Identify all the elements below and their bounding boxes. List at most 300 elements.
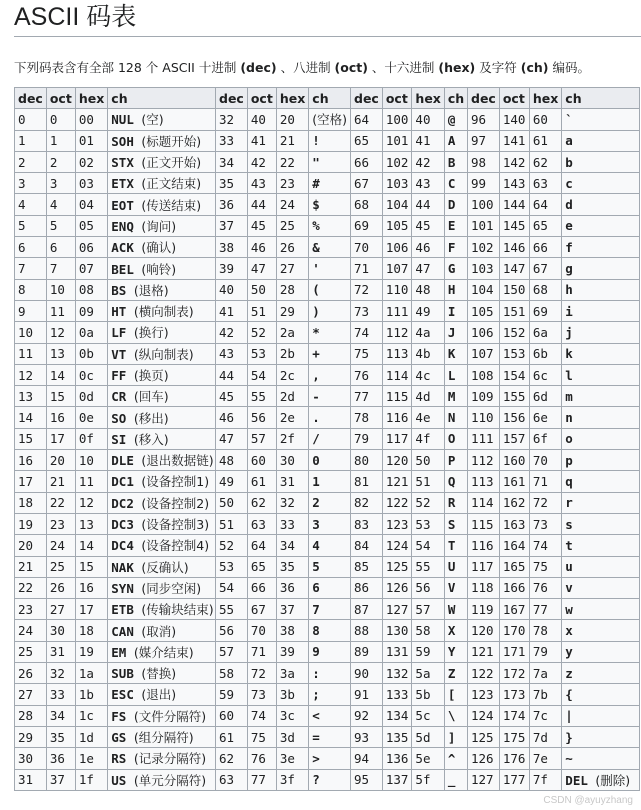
table-row (216, 513, 351, 534)
char-symbol: v (565, 580, 573, 596)
hex-cell: 73 (529, 513, 561, 534)
oct-cell: 111 (382, 300, 412, 321)
intro-text: 及字符 (475, 60, 521, 75)
oct-cell: 77 (247, 769, 276, 790)
char-symbol: ( (312, 282, 320, 298)
ch-cell (444, 237, 467, 258)
char-symbol: CR (111, 389, 127, 405)
dec-cell: 29 (15, 726, 47, 747)
dec-cell: 8 (15, 279, 47, 300)
ch-cell (444, 513, 467, 534)
oct-cell: 146 (499, 237, 529, 258)
header-hex: hex (75, 88, 107, 109)
char-symbol: f (565, 239, 573, 255)
char-symbol: U (447, 559, 456, 575)
hex-cell: 0e (75, 407, 107, 428)
hex-cell: 6a (529, 322, 561, 343)
oct-cell: 33 (46, 684, 75, 705)
hex-cell: 64 (529, 194, 561, 215)
char-symbol: DC1 (111, 474, 134, 490)
char-symbol: ; (312, 686, 320, 702)
ch-cell (562, 513, 640, 534)
hex-cell: 2b (276, 343, 308, 364)
char-symbol: ` (565, 111, 573, 127)
oct-cell: 150 (499, 279, 529, 300)
char-symbol: Z (447, 665, 456, 681)
table-row (468, 300, 640, 321)
char-description: (回车) (133, 389, 169, 405)
oct-cell: 106 (382, 237, 412, 258)
char-description: (空格) (312, 112, 348, 128)
ch-cell (562, 109, 640, 130)
table-row (15, 258, 218, 279)
char-symbol: 3 (312, 516, 320, 532)
hex-cell: 1e (75, 748, 107, 769)
hex-cell: 14 (75, 535, 107, 556)
ch-cell (562, 322, 640, 343)
hex-cell: 3c (276, 705, 308, 726)
table-row (15, 237, 218, 258)
oct-cell: 144 (499, 194, 529, 215)
dec-cell: 0 (15, 109, 47, 130)
table-row (351, 151, 468, 172)
table-row (468, 513, 640, 534)
hex-cell: 79 (529, 641, 561, 662)
oct-cell: 1 (46, 130, 75, 151)
dec-cell: 97 (468, 130, 500, 151)
char-description: (设备控制2) (141, 495, 210, 511)
char-symbol: BEL (111, 261, 134, 277)
hex-cell: 3d (276, 726, 308, 747)
dec-cell: 31 (15, 769, 47, 790)
char-description: (移出) (133, 410, 169, 426)
table-row (468, 343, 640, 364)
header-oct: oct (247, 88, 276, 109)
hex-cell: 50 (412, 450, 444, 471)
oct-cell: 165 (499, 556, 529, 577)
hex-cell: 0c (75, 364, 107, 385)
dec-cell: 10 (15, 322, 47, 343)
hex-cell: 23 (276, 173, 308, 194)
dec-cell: 50 (216, 492, 248, 513)
oct-cell: 107 (382, 258, 412, 279)
oct-cell: 60 (247, 450, 276, 471)
ch-cell (444, 194, 467, 215)
table-row (351, 300, 468, 321)
oct-cell: 154 (499, 364, 529, 385)
oct-cell: 103 (382, 173, 412, 194)
intro-text: 、十六进制 (367, 60, 439, 75)
char-symbol: _ (447, 772, 456, 788)
char-symbol: V (447, 580, 456, 596)
oct-cell: 50 (247, 279, 276, 300)
hex-cell: 1c (75, 705, 107, 726)
char-description: (设备控制3) (141, 517, 210, 533)
ch-cell (108, 194, 217, 215)
char-description: (横向制表) (133, 304, 194, 320)
hex-cell: 75 (529, 556, 561, 577)
char-description: (记录分隔符) (133, 751, 207, 767)
char-symbol: HT (111, 304, 127, 320)
char-description: (替换) (141, 666, 177, 682)
char-symbol: # (312, 175, 320, 191)
table-row (468, 173, 640, 194)
char-symbol: NAK (111, 559, 134, 575)
char-symbol: ! (312, 133, 320, 149)
hex-cell: 0b (75, 343, 107, 364)
hex-cell: 28 (276, 279, 308, 300)
table-row (351, 343, 468, 364)
oct-cell: 134 (382, 705, 412, 726)
oct-cell: 105 (382, 215, 412, 236)
dec-cell: 47 (216, 428, 248, 449)
table-row (468, 492, 640, 513)
dec-cell: 76 (351, 364, 383, 385)
oct-cell: 156 (499, 407, 529, 428)
ch-cell (309, 663, 351, 684)
dec-cell: 125 (468, 726, 500, 747)
ch-cell (309, 599, 351, 620)
ch-cell (309, 471, 351, 492)
char-description: (同步空闲) (141, 580, 202, 596)
ch-cell (309, 428, 351, 449)
dec-cell: 116 (468, 535, 500, 556)
char-symbol: Q (447, 473, 456, 489)
dec-cell: 56 (216, 620, 248, 641)
dec-cell: 21 (15, 556, 47, 577)
char-symbol: ^ (447, 750, 456, 766)
dec-cell: 33 (216, 130, 248, 151)
dec-cell: 55 (216, 599, 248, 620)
table-row (216, 343, 351, 364)
oct-cell: 22 (46, 492, 75, 513)
ch-cell (562, 726, 640, 747)
ch-cell (309, 258, 351, 279)
oct-cell: 55 (247, 386, 276, 407)
ch-cell (108, 386, 217, 407)
table-row (351, 726, 468, 747)
table-row (15, 705, 218, 726)
dec-cell: 72 (351, 279, 383, 300)
dec-cell: 6 (15, 237, 47, 258)
char-symbol: ) (312, 303, 320, 319)
dec-cell: 62 (216, 748, 248, 769)
ascii-table-32-63 (215, 87, 351, 791)
hex-cell: 30 (276, 450, 308, 471)
hex-cell: 62 (529, 151, 561, 172)
oct-cell: 0 (46, 109, 75, 130)
char-symbol: ? (312, 772, 320, 788)
hex-cell: 4d (412, 386, 444, 407)
table-row (351, 513, 468, 534)
hex-cell: 54 (412, 535, 444, 556)
ch-cell (444, 322, 467, 343)
header-dec: dec (351, 88, 383, 109)
char-symbol: @ (447, 111, 456, 127)
oct-cell: 140 (499, 109, 529, 130)
table-row (216, 471, 351, 492)
table-row (216, 684, 351, 705)
hex-cell: 55 (412, 556, 444, 577)
hex-cell: 60 (529, 109, 561, 130)
hex-cell: 52 (412, 492, 444, 513)
ch-cell (108, 556, 217, 577)
ch-cell (562, 237, 640, 258)
hex-cell: 13 (75, 513, 107, 534)
table-row (15, 130, 218, 151)
char-symbol: ESC (111, 687, 134, 703)
ch-cell (309, 322, 351, 343)
table-row (216, 109, 351, 130)
ch-cell (562, 343, 640, 364)
oct-cell: 36 (46, 748, 75, 769)
header-dec: dec (468, 88, 500, 109)
char-symbol: 2 (312, 495, 320, 511)
hex-cell: 46 (412, 237, 444, 258)
oct-cell: 20 (46, 450, 75, 471)
ch-cell (309, 237, 351, 258)
dec-cell: 45 (216, 386, 248, 407)
ch-cell (108, 322, 217, 343)
table-row (468, 620, 640, 641)
table-row (216, 386, 351, 407)
oct-cell: 26 (46, 577, 75, 598)
dec-cell: 20 (15, 535, 47, 556)
char-symbol: ] (447, 729, 456, 745)
hex-cell: 4c (412, 364, 444, 385)
ch-cell (562, 663, 640, 684)
ch-cell (444, 684, 467, 705)
hex-cell: 1d (75, 726, 107, 747)
hex-cell: 49 (412, 300, 444, 321)
oct-cell: 2 (46, 151, 75, 172)
hex-cell: 36 (276, 577, 308, 598)
dec-cell: 26 (15, 663, 47, 684)
dec-cell: 103 (468, 258, 500, 279)
oct-cell: 171 (499, 641, 529, 662)
intro-text: 、八进制 (276, 60, 335, 75)
table-row (351, 428, 468, 449)
hex-cell: 05 (75, 215, 107, 236)
dec-cell: 1 (15, 130, 47, 151)
char-symbol: * (312, 324, 320, 340)
hex-cell: 5e (412, 748, 444, 769)
oct-cell: 110 (382, 279, 412, 300)
oct-cell: 47 (247, 258, 276, 279)
hex-cell: 4b (412, 343, 444, 364)
char-symbol: K (447, 346, 456, 362)
ch-cell (444, 130, 467, 151)
oct-cell: 66 (247, 577, 276, 598)
hex-cell: 6c (529, 364, 561, 385)
char-description: (设备控制4) (141, 538, 210, 554)
dec-cell: 38 (216, 237, 248, 258)
table-row (468, 237, 640, 258)
table-row (15, 343, 218, 364)
table-row (468, 471, 640, 492)
dec-cell: 42 (216, 322, 248, 343)
dec-cell: 85 (351, 556, 383, 577)
ch-cell (108, 513, 217, 534)
table-row (468, 279, 640, 300)
dec-cell: 83 (351, 513, 383, 534)
char-symbol: VT (111, 346, 127, 362)
oct-cell: 30 (46, 620, 75, 641)
table-row (351, 705, 468, 726)
oct-cell: 32 (46, 663, 75, 684)
hex-cell: 58 (412, 620, 444, 641)
table-row (468, 322, 640, 343)
oct-cell: 74 (247, 705, 276, 726)
hex-cell: 02 (75, 151, 107, 172)
char-symbol: : (312, 665, 320, 681)
table-row (15, 556, 218, 577)
dec-cell: 39 (216, 258, 248, 279)
hex-cell: 39 (276, 641, 308, 662)
table-row (15, 492, 218, 513)
oct-cell: 141 (499, 130, 529, 151)
ch-cell (444, 386, 467, 407)
oct-cell: 145 (499, 215, 529, 236)
dec-cell: 16 (15, 450, 47, 471)
char-symbol: \ (447, 708, 456, 724)
ch-cell (108, 620, 217, 641)
hex-cell: 45 (412, 215, 444, 236)
table-row (15, 194, 218, 215)
oct-cell: 4 (46, 194, 75, 215)
dec-cell: 87 (351, 599, 383, 620)
dec-cell: 84 (351, 535, 383, 556)
dec-cell: 95 (351, 769, 383, 790)
char-symbol: ETB (111, 602, 134, 618)
table-row (351, 471, 468, 492)
char-symbol: NUL (111, 112, 134, 128)
ch-cell (562, 556, 640, 577)
char-symbol: h (565, 282, 573, 298)
ch-cell (562, 577, 640, 598)
dec-cell: 79 (351, 428, 383, 449)
ch-cell (309, 769, 351, 790)
table-row (216, 215, 351, 236)
table-row (216, 194, 351, 215)
ch-cell (108, 726, 217, 747)
oct-cell: 114 (382, 364, 412, 385)
oct-cell: 73 (247, 684, 276, 705)
oct-cell: 152 (499, 322, 529, 343)
table-row (351, 577, 468, 598)
ch-cell (108, 748, 217, 769)
ch-cell (309, 109, 351, 130)
dec-cell: 19 (15, 513, 47, 534)
oct-cell: 76 (247, 748, 276, 769)
char-symbol: R (447, 495, 456, 511)
dec-cell: 108 (468, 364, 500, 385)
char-symbol: j (565, 324, 573, 340)
table-row (15, 535, 218, 556)
hex-cell: 56 (412, 577, 444, 598)
header-oct: oct (382, 88, 412, 109)
ch-cell (309, 513, 351, 534)
char-description: (正文结束) (141, 176, 202, 192)
dec-cell: 111 (468, 428, 500, 449)
dec-cell: 113 (468, 471, 500, 492)
char-symbol: w (565, 601, 573, 617)
char-symbol: FS (111, 708, 127, 724)
char-symbol: s (565, 516, 573, 532)
table-row (351, 599, 468, 620)
char-description: (移入) (133, 431, 169, 447)
table-row (15, 599, 218, 620)
hex-cell: 25 (276, 215, 308, 236)
ch-cell (309, 215, 351, 236)
dec-cell: 58 (216, 663, 248, 684)
dec-cell: 90 (351, 663, 383, 684)
header-hex: hex (276, 88, 308, 109)
dec-cell: 46 (216, 407, 248, 428)
char-symbol: L (447, 367, 456, 383)
hex-cell: 16 (75, 577, 107, 598)
ch-cell (108, 215, 217, 236)
hex-cell: 10 (75, 450, 107, 471)
table-row (15, 748, 218, 769)
dec-cell: 5 (15, 215, 47, 236)
hex-cell: 6b (529, 343, 561, 364)
oct-cell: 12 (46, 322, 75, 343)
hex-cell: 74 (529, 535, 561, 556)
table-row (351, 279, 468, 300)
dec-cell: 118 (468, 577, 500, 598)
dec-cell: 117 (468, 556, 500, 577)
hex-cell: 40 (412, 109, 444, 130)
hex-cell: 5c (412, 705, 444, 726)
table-row (351, 237, 468, 258)
char-symbol: | (565, 708, 573, 724)
hex-cell: 20 (276, 109, 308, 130)
hex-cell: 0a (75, 322, 107, 343)
ch-cell (444, 109, 467, 130)
char-description: (退出) (141, 687, 177, 703)
table-row (468, 428, 640, 449)
ch-cell (444, 556, 467, 577)
ch-cell (562, 599, 640, 620)
oct-cell: 23 (46, 513, 75, 534)
char-description: (传输块结束) (141, 602, 214, 618)
intro-hex: (hex) (438, 60, 476, 75)
ch-cell (309, 343, 351, 364)
hex-cell: 63 (529, 173, 561, 194)
ch-cell (444, 471, 467, 492)
dec-cell: 52 (216, 535, 248, 556)
ch-cell (444, 300, 467, 321)
char-description: (传送结束) (141, 197, 202, 213)
ch-cell (309, 641, 351, 662)
hex-cell: 4e (412, 407, 444, 428)
intro-text: 编码。 (548, 60, 590, 75)
table-row (15, 173, 218, 194)
oct-cell: 151 (499, 300, 529, 321)
ch-cell (562, 428, 640, 449)
table-row (15, 726, 218, 747)
char-symbol: Y (447, 644, 456, 660)
header-dec: dec (15, 88, 47, 109)
ascii-table-96-127 (467, 87, 640, 791)
oct-cell: 7 (46, 258, 75, 279)
char-symbol: % (312, 218, 320, 234)
hex-cell: 04 (75, 194, 107, 215)
hex-cell: 3e (276, 748, 308, 769)
oct-cell: 21 (46, 471, 75, 492)
dec-cell: 115 (468, 513, 500, 534)
